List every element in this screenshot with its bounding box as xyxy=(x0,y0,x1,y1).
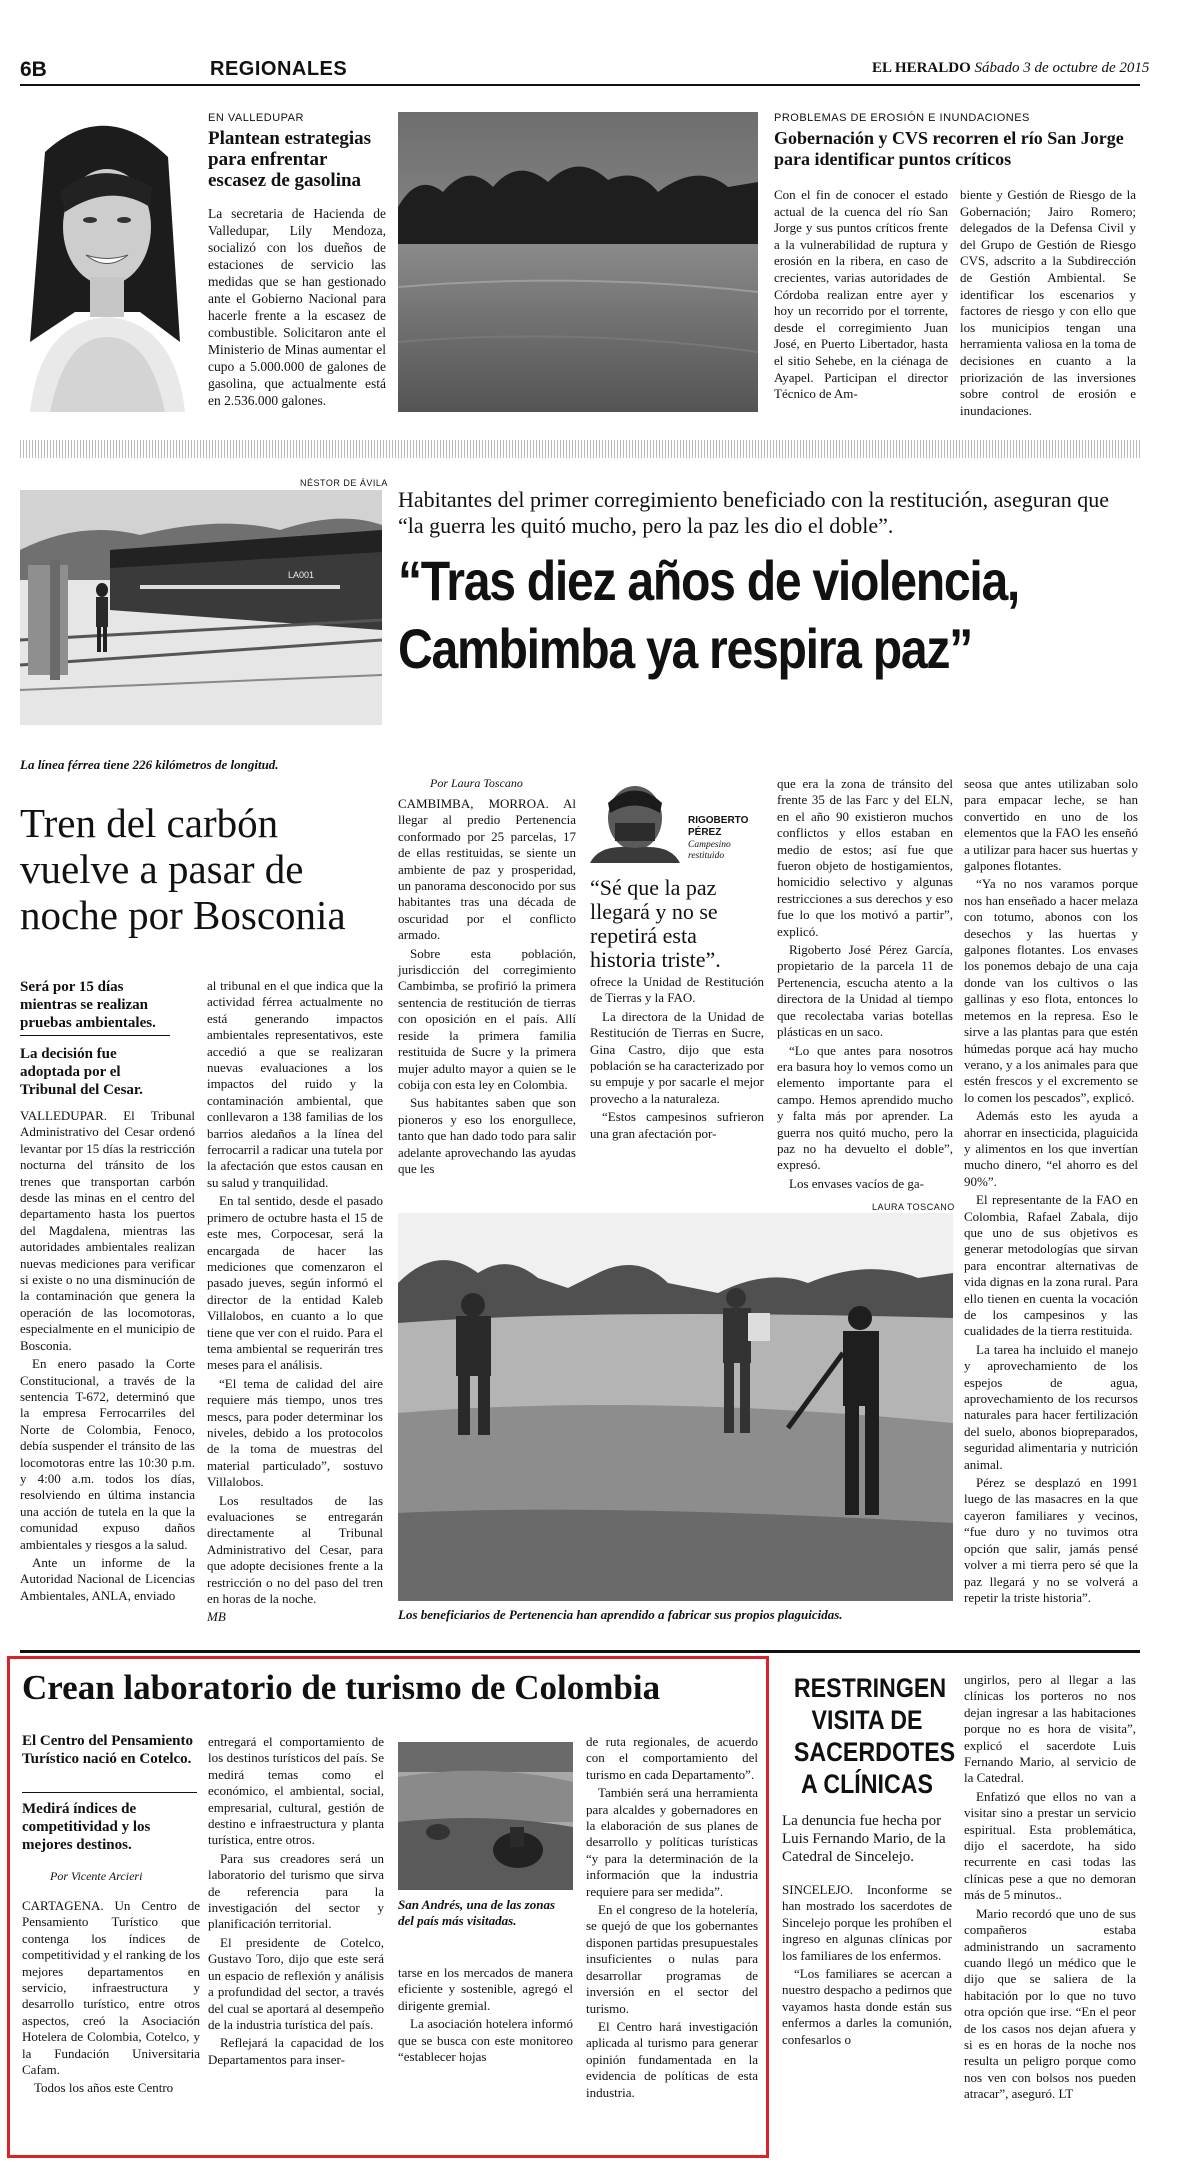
train-deck-1: Será por 15 días mientras se realizan pruebas ambientales. xyxy=(20,979,156,1031)
turismo-deck-1: El Centro del Pensamiento Turístico nació en Cotelco. xyxy=(22,1733,193,1767)
train-photo-credit: NÉSTOR DE ÁVILA xyxy=(300,478,388,488)
cambimba-col-4: seosa que antes utilizaban solo para empacar leche, se han convertido en uno de los elementos que la FAO les enseñó a utilizar para hacer sus huertas y galpones flotantes. “Ya no nos varamos porque nos han enseñado a hacer melaza con totumo, abonos con los desechos y las huertas y galpones flotantes. Los envases los ponemos debajo de una caja donde van los cultivos o las gallinas y eso flota, entonces lo metemos en la represa. Eso le sirve a las plantas para que estén húmedas porque acá hay mucho verano, y a los animales para que estén frescos y el excremento se lo comen los pescados”, explicó. Además esto les ayuda a ahorrar en insecticida, plaguicida y alimentos en los que invertían mucho dinero, “el ahorro es del 90%”. El representante de la FAO en Colombia, Rafael Zabala, dijo que uno de sus objetivos es generar metodologías que sirvan para encontrar alternativas de vida dignas en la zona rural. Para ello tienen en cuenta la vocación de los campesinos y las cualidades de la tierra restituida. La tarea ha incluido el manejo y aprovechamiento de los espejos de agua, aprovechamiento de los recursos naturales para hacer fertilización del suelo, abonos biopreparados, seguridad alimentaria y nutrición animal. Pérez se desplazó en 1991 luego de las masacres en la que cayeron familiares y vecinos, “fue duro y no tuvimos otra opción que salir, jamás pensé volver a mi tierra pero sé que la paz llegará y no se volverá a repetir la triste historia”. xyxy=(964,776,1138,1605)
cambimba-col-2: ofrece la Unidad de Restitución de Tierras y la FAO. La directora de la Unidad de Restitución de Tierras en Sucre, Gina Castro, dijo que esta población se ha caracterizado por su empuje y por sacarle el mejor provecho a la naturaleza. “Estos campesinos sufrieron una gran afectación por- xyxy=(590,974,764,1141)
farmers-photo-caption: Los beneficiarios de Pertenencia han aprendido a fabricar sus propios plaguicidas. xyxy=(398,1607,843,1622)
farmers-photo-credit: LAURA TOSCANO xyxy=(872,1202,955,1212)
san-jorge-river-photo xyxy=(398,112,758,412)
page-number: 6B xyxy=(20,58,47,81)
cambimba-headline: “Tras diez años de violencia, Cambimba ya respira paz” xyxy=(398,549,1020,680)
bottom-section-rule xyxy=(20,1650,1140,1653)
train-col-2: al tribunal en el que indica que la actividad férrea actualmente no está generando impactos ambientales representativos, este accedió a que se realizaran nuevas evaluaciones a los impactos del ruido y la contaminación ambiental, que conllevaron a 138 familias de los barrios aledaños a la línea del ferrocarril a radicar una tutela por la afectación que estos causan en su salud y tranquilidad. En tal sentido, desde el pasado primero de octubre hasta el 15 de este mes, Corpocesar, será la encargada de hacer las mediciones que comenzaron el pasado jueves, según informó el director de la entidad Kaleb Villalobos, en cuanto a lo que tiene que ver con el ruido. Para el tema ambiental se requerirán tres meses para el análisis. “El tema de calidad del aire requiere más tiempo, unos tres mescs, para poder determinar los niveles, debido a los protocolos de la toma de muestras del material particulado”, sostuvo Villalobos. Los resultados de las evaluaciones se entregarán directamente al Tribunal Administrativo del Cesar, para que adopte decisiones frente a la restricción o no del paso del tren en horas de la noche. MB xyxy=(207,978,383,1625)
san-andres-photo xyxy=(398,1742,573,1890)
farmers-spraying-photo xyxy=(398,1213,953,1601)
coal-train-photo xyxy=(20,490,382,725)
section-name: REGIONALES xyxy=(210,58,348,80)
turismo-col-2: entregará el comportamiento de los destinos turísticos del país. Se medirá temas como el económico, el ambiental, social, empresarial, cultural, gestión de destino e infraestructura y planta turística, entre otros. Para sus creadores será un laboratorio del turismo que sirva de referencia para la investigación del sector y planificación territorial. El presidente de Cotelco, Gustavo Toro, dijo que este será un espacio de reflexión y análisis a profundidad del sector, a través del cual se aportará al desempeño de la industria turística del país. Reflejará la capacidad de los Departamentos para inser- xyxy=(208,1734,384,2067)
cambimba-deck: Habitantes del primer corregimiento beneficiado con la restitución, aseguran que “la guerra les quitó mucho, pero la paz les dio el doble”. xyxy=(398,487,1110,538)
sacerdotes-col-1: SINCELEJO. Inconforme se han mostrado los sacerdotes de Sincelejo porque les prohíben el ingreso en algunas clínicas por los familiares de los enfermos. “Los familiares se acercan a nuestro despacho a pedirnos que vayamos hasta donde están sus enfermos a darles la comunión, confesarlos o xyxy=(782,1882,952,2047)
san-andres-caption: San Andrés, una de las zonas del país más visitadas. xyxy=(398,1897,556,1928)
section-divider xyxy=(20,440,1140,458)
header-rule xyxy=(20,84,1140,86)
rigoberto-role: Campesino restituido xyxy=(688,840,731,861)
turismo-col-4: de ruta regionales, de acuerdo con el comportamiento del turismo en cada Departamento”. También será una herramienta para alcaldes y gobernadores en la elaboración de sus planes de desarrollo y políticas turísticas “y para la determinación de la información que la industria requiere para ser medida”. En el congreso de la hotelería, se quejó de que los gobernantes disponen partidas presupuestales insuficientes o nulas para desarrollar programas de inversión en el sector del turismo. El Centro hará investigación aplicada al turismo para generar opinión fundamentada en la evidencia de políticas de esta industria. xyxy=(586,1734,758,2100)
lily-mendoza-portrait xyxy=(20,112,190,412)
erosion-col-2: biente y Gestión de Riesgo de la Gobernación; Jairo Romero; delegados de la Defensa Civil y del Grupo de Gestión de Riesgo CVS, adscrito a la Subdirección de Gestión Ambiental. Se identificar los escenarios y factores de riesgo y con ello que los municipios tengan una herramienta valiosa en la toma de decisiones en cuanto a la priorización de las inversiones sobre control de erosión e inundaciones. xyxy=(960,187,1136,418)
deck-rule xyxy=(20,1035,170,1036)
valledupar-kicker: EN VALLEDUPAR xyxy=(208,112,304,124)
train-headline: Tren del carbón vuelve a pasar de noche por Bosconia xyxy=(20,800,346,938)
train-deck-2: La decisión fue adoptada por el Tribunal del Cesar. xyxy=(20,1046,143,1098)
turismo-deck-2: Medirá índices de competitividad y los mejores destinos. xyxy=(22,1801,151,1853)
turismo-col-3: tarse en los mercados de manera eficiente y sostenible, agregó el dirigente gremial. La asociación hotelera informó que se busca con este monitoreo “establecer hojas xyxy=(398,1965,573,2065)
cambimba-col-1: CAMBIMBA, MORROA. Al llegar al predio Pertenencia conformado por 25 parcelas, 17 de ellas restituidas, se siente un ambiente de paz y prosperidad, un panorama desconocido por sus habitantes tras una década de oscuridad por el conflicto armado. Sobre esta población, jurisdicción del corregimiento Cambimba, se profirió la primera sentencia de restitución de tierras con oposición en el país. Allí reside la primera familia restituida de Sucre y la primera mujer adulto mayor a quien se le cobija con esta ley en Colombia. Sus habitantes saben que son pioneros y eso los enorgullece, tanto que han dado todo para salir adelante aprovechando las ayudas que les xyxy=(398,796,576,1176)
cambimba-col-3: que era la zona de tránsito del frente 35 de las Farc y del ELN, en el año 90 existieron muchos conflictos y ellos estaban en medio de estos; así fue que fueron objeto de hostigamientos, homicidio selectivo y algunas restricciones a sus derechos y eso fue lo que los motivó a partir”, explicó. Rigoberto José Pérez García, propietario de la parcela 11 de Pertenencia, escucha atento a la directora de la Unidad al tiempo que recolectaba varias botellas plásticas en un saco. “Lo que antes para nosotros era basura hoy lo vemos como un elemento importante para el campo. Hemos aprendido mucho y falta más por aprender. La guerra nos quitó mucho, pero la paz no ha devuelto el doble”, expresó. Los envases vacíos de ga- xyxy=(777,776,953,1191)
masthead xyxy=(872,60,1149,77)
rigoberto-perez-portrait xyxy=(590,778,680,863)
sacerdotes-headline: RESTRINGEN VISITA DE SACERDOTES A CLÍNICAS xyxy=(793,1673,956,1799)
rigoberto-name: RIGOBERTO PÉREZ xyxy=(688,815,749,838)
pull-quote: “Sé que la paz llegará y no se repetirá esta historia triste”. xyxy=(590,875,721,972)
locomotive-label: LA001 xyxy=(288,570,315,580)
train-col-1: VALLEDUPAR. El Tribunal Administrativo del Cesar ordenó levantar por 15 días la restricción nocturna del tránsito de los trenes que transportan carbón desde las minas en el centro del departamento hasta los puertos del Magdalena, mientras las autoridades ambientales realizan nuevas mediciones para verificar si existe o no una disminución de la contaminación que genera la operación de las locomotoras, especialmente en el municipio de Bosconia. En enero pasado la Corte Constitucional, a través de la sentencia T-672, determinó que la empresa Ferrocarriles del Norte de Colombia, Fenoco, debía suspender el tránsito de las locomotoras entre las 10:30 p.m. y 4:00 a.m. todos los días, resolviendo en última instancia una acción de tutela en la que la comunidad expuso daños ambientales y riesgos a la salud. Ante un informe de la Autoridad Nacional de Licencias Ambientales, ANLA, enviado xyxy=(20,1108,196,1603)
deck-rule xyxy=(22,1792,197,1793)
valledupar-body: La secretaria de Hacienda de Valledupar, Lily Mendoza, socializó con los dueños de estaciones de servicio las medidas que se han gestionado ante el Gobierno Nacional para hacerle frente a la escasez de combustible. Solicitaron ante el Ministerio de Minas aumentar el cupo a 5.000.000 de galones de gasolina, que actualmente está en 2.536.000 galones. xyxy=(208,206,386,408)
cambimba-byline: Por Laura Toscano xyxy=(430,776,523,790)
turismo-col-1: CARTAGENA. Un Centro de Pensamiento Turístico que contenga los índices de competitividad y el ranking de los mejores departamentos en servicio, infraestructura y desarrollo turístico, entre otros aspectos, creó la Asociación Hotelera de Colombia, Cotelco, y la Fundación Universitaria Cafam. Todos los años este Centro xyxy=(22,1898,200,2096)
sacerdotes-deck: La denuncia fue hecha por Luis Fernando Mario, de la Catedral de Sincelejo. xyxy=(782,1813,946,1865)
sacerdotes-col-2: ungirlos, pero al llegar a las clínicas los porteros no nos dejan ingresar a las habitaciones porque no es hora de visita”, explicó el sacerdote Luis Fernando Mario, al servicio de la Catedral. Enfatizó que ellos no van a visitar sino a prestar un servicio espiritual. Esta problemática, dijo el sacerdote, ha sido recurrente en casi todas las clínicas pese a que no demoran más de 5 minutos.. Mario recordó que uno de sus compañeros estaba administrando un sacramento cuando llegó un médico que le dijo que se saliera de la habitación por lo que no tuvo otra opción que irse. “En el peor de los casos nos dejan afuera y si es en horas de la noche nos resulta un peligro porque como nos ven con bolsos nos pueden atracar”, aseguró. LT xyxy=(964,1672,1136,2102)
turismo-headline: Crean laboratorio de turismo de Colombia xyxy=(22,1668,661,1707)
erosion-headline: Gobernación y CVS recorren el río San Jorge para identificar puntos críticos xyxy=(774,128,1124,169)
turismo-byline: Por Vicente Arcieri xyxy=(50,1869,143,1883)
newspaper-name: EL HERALDO xyxy=(872,60,971,76)
issue-date: Sábado 3 de octubre de 2015 xyxy=(974,60,1150,76)
erosion-col-1: Con el fin de conocer el estado actual de la cuenca del río San Jorge y sus puntos críticos frente a la vulnerabilidad de ruptura y erosión en la ribera, en caso de crecientes, varias autoridades de Córdoba realizan entre ayer y hoy un recorrido por el torrente, desde el corregimiento Juan José, en Puerto Libertador, hasta el sitio Sehebe, en la ciénaga de Ayapel. Participan el director Técnico de Am- xyxy=(774,187,948,402)
valledupar-headline: Plantean estrategias para enfrentar escasez de gasolina xyxy=(208,128,372,191)
train-photo-caption: La línea férrea tiene 226 kilómetros de longitud. xyxy=(20,757,279,772)
erosion-kicker: PROBLEMAS DE EROSIÓN E INUNDACIONES xyxy=(774,112,1030,124)
